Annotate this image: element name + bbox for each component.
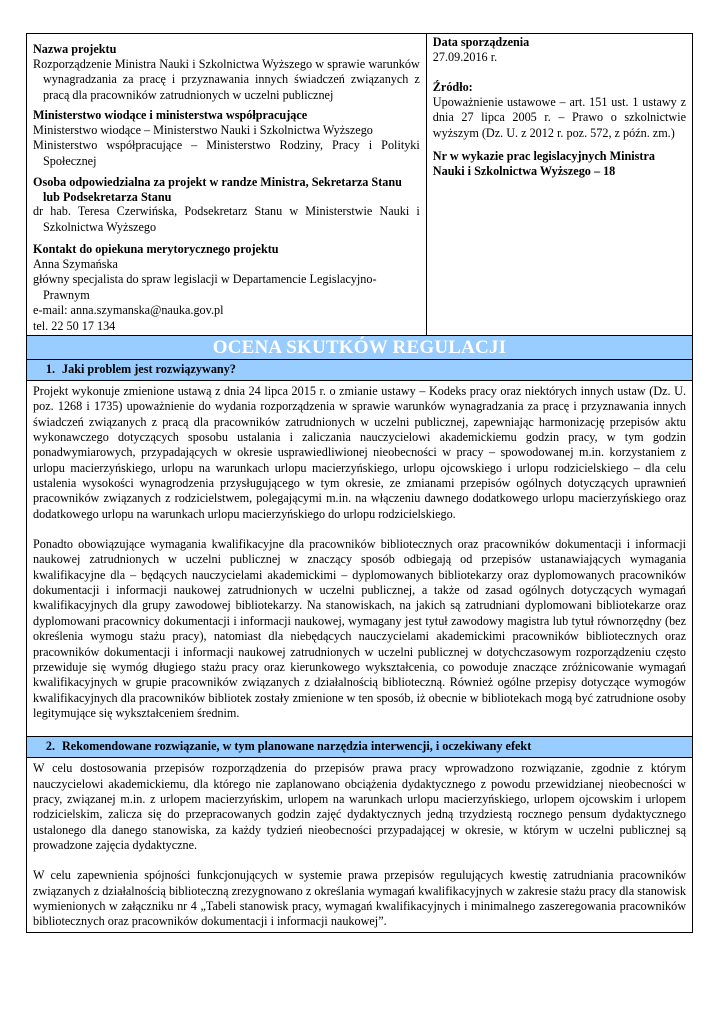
- header-right-cell: [426, 34, 692, 336]
- project-name-label: Nazwa projektu: [33, 42, 117, 56]
- section-1-title: [27, 360, 693, 381]
- header-row: [27, 34, 693, 336]
- section-2-paragraph-1: W celu dostosowania przepisów rozporządzenia do przepisów prawa pracy wprowadzono rozwiązanie, zgodnie z którym nauczycielowi akademickiemu, dla którego nie zaplanowano obciążenia dydaktycznego z powodu przewidzianej nieobecności w pracy, związanej m.in. z urlopem macierzyńskim, urlopem na warunkach urlopu macierzyńskiego, urlopem ojcowskim i urlopem rodzicielskim, zalicza się do przepracowanych godzin zajęć dydaktycznych jedną trzydziestą rocznego pensum dydaktycznego ustalonego dla danego stanowiska, za każdy tydzień nieobecności przypadającej w okresie, w którym w uczelni publicznej są prowadzone zajęcia dydaktyczne.: [33, 761, 686, 852]
- responsible-label: Osoba odpowiedzialna za projekt w randze Ministra, Sekretarza Stanu lub Podsekretarza Stanu: [33, 175, 402, 204]
- section-1-paragraph-1: Projekt wykonuje zmienione ustawą z dnia 24 lipca 2015 r. o zmianie ustawy – Kodeks pracy oraz niektórych innych ustaw (Dz. U. poz. 1268 i 1735) upoważnienie do wydania rozporządzenia w sprawie warunków wynagradzania za pracę i przyznawania innych świadczeń związanych z pracą dla pracowników zatrudnionych w uczelni publicznej, zapewniając harmonizację przepisów aktu wykonawczego dotyczących sposobu ustalania i zaliczania nauczycielowi akademickiemu godzin pracy, w tym godzin ponadwymiarowych, przypadających w okresie usprawiedliwionej nieobecności w pracy – spowodowanej m.in. korzystaniem z urlopu macierzyńskiego, urlopu na warunkach urlopu macierzyńskiego, urlopu ojcowskiego i urlopu rodzicielskiego – dla celu ustalenia wysokości wynagrodzenia przysługującego w tym okresie, ze zmianami przepisów ogólnych dotyczących uprawnień pracowników związanych z rodzicielstwem, polegającymi m.in. na włączeniu dawnego dodatkowego urlopu macierzyńskiego oraz dodatkowego urlopu na warunkach urlopu macierzyńskiego do urlopu rodzicielskiego.: [33, 384, 686, 521]
- section-2-body: [27, 758, 693, 932]
- section-1-body: [27, 381, 693, 737]
- contact-role: główny specjalista do spraw legislacji w Departamencie Legislacyjno-Prawnym: [33, 272, 377, 302]
- document-page: [26, 33, 693, 933]
- source-value: Upoważnienie ustawowe – art. 151 ust. 1 ustawy z dnia 27 lipca 2005 r. – Prawo o szkolnictwie wyższym (Dz. U. z 2012 r. poz. 572, z późn. zm.): [432, 94, 686, 140]
- osr-table: [26, 33, 693, 933]
- banner-title: OCENA SKUTKÓW REGULACJI: [27, 336, 693, 360]
- section-1-header-row: [27, 360, 693, 381]
- section-1-paragraph-2: Ponadto obowiązujące wymagania kwalifikacyjne dla pracowników bibliotecznych oraz pracowników dokumentacji i informacji naukowej zatrudnionych w uczelni publicznej w znaczący sposób odbiegają od przepisów ustanawiających wymagania kwalifikacyjne dla – będących nauczycielami akademickimi – dyplomowanych bibliotekarzy oraz dyplomowanych pracowników dokumentacji i informacji naukowej zatrudnionych w uczelni publicznej, a także od zasad ogólnych dotyczących wymagań kwalifikacyjnych dla grupy zawodowej bibliotekarzy. Na stanowiskach, na jakich są zatrudniani dyplomowani bibliotekarze oraz dyplomowani pracownicy dokumentacji i informacji naukowej, wymagany jest tytuł zawodowy magistra lub tytuł równorzędny (bez określenia wymogu stażu pracy), natomiast dla niebędących nauczycielami akademickimi pracowników bibliotecznych oraz pracowników dokumentacji i informacji naukowej zatrudnionych w uczelni publicznej w dotychczasowym rozporządzeniu często przewiduje się wymóg długiego stażu pracy oraz kierunkowego wykształcenia, co powoduje znaczące zróżnicowanie wymagań kwalifikacyjnych w grupie pracowników związanych z działalnością biblioteczną. Również ogólne przepisy dotyczące wymogów kwalifikacyjnych dla pracowników bibliotek zostały zmienione w ten sposób, iż obecnie w bibliotekach mogą być zatrudnione osoby legitymujące się wykształceniem średnim.: [33, 537, 686, 720]
- source-label: Źródło:: [432, 80, 473, 94]
- banner-row: [27, 336, 693, 360]
- section-1-body-row: [27, 381, 693, 737]
- responsible-value: dr hab. Teresa Czerwińska, Podsekretarz Stanu w Ministerstwie Nauki i Szkolnictwa Wyższego: [33, 204, 420, 234]
- project-name-value: Rozporządzenie Ministra Nauki i Szkolnictwa Wyższego w sprawie warunków wynagradzania za pracę i przyznawania innych świadczeń związanych z pracą dla pracowników zatrudnionych w uczelni publicznej: [33, 56, 420, 102]
- section-2-header-row: [27, 737, 693, 758]
- section-1-title-text: Jaki problem jest rozwiązywany?: [62, 362, 236, 376]
- section-2-body-row: [27, 758, 693, 932]
- section-2-number: 2.: [45, 739, 55, 754]
- contact-email[interactable]: e-mail: anna.szymanska@nauka.gov.pl: [33, 303, 224, 317]
- ministry-label: Ministerstwo wiodące i ministerstwa współpracujące: [33, 108, 308, 122]
- legislative-list-label: Nr w wykazie prac legislacyjnych Ministra Nauki i Szkolnictwa Wyższego – 18: [432, 149, 655, 178]
- ministry-lead: Ministerstwo wiodące – Ministerstwo Nauki i Szkolnictwa Wyższego: [33, 122, 373, 137]
- date-label: Data sporządzenia: [432, 35, 530, 49]
- date-value: 27.09.2016 r.: [432, 49, 498, 64]
- contact-label: Kontakt do opiekuna merytorycznego projektu: [33, 242, 279, 256]
- contact-phone: tel. 22 50 17 134: [33, 318, 116, 333]
- section-1-number: 1.: [45, 362, 55, 376]
- section-2-title-text: Rekomendowane rozwiązanie, w tym planowane narzędzia interwencji, i oczekiwany efekt: [62, 739, 532, 754]
- contact-name: Anna Szymańska: [33, 256, 118, 271]
- section-2-title: [27, 737, 693, 758]
- ministry-coop: Ministerstwo współpracujące – Ministerstwo Rodziny, Pracy i Polityki Społecznej: [33, 138, 420, 168]
- section-2-paragraph-2: W celu zapewnienia spójności funkcjonujących w systemie prawa przepisów regulujących kwestię zatrudniania pracowników związanych z działalnością biblioteczną zrezygnowano z określania wymagań kwalifikacyjnych w zakresie stażu pracy dla stanowisk wymienionych w załączniku nr 4 „Tabeli stanowisk pracy, wymagań kwalifikacyjnych i minimalnego zaszeregowania pracowników bibliotecznych oraz pracowników dokumentacji i informacji naukowej”.: [33, 868, 686, 929]
- header-left-cell: [27, 34, 427, 336]
